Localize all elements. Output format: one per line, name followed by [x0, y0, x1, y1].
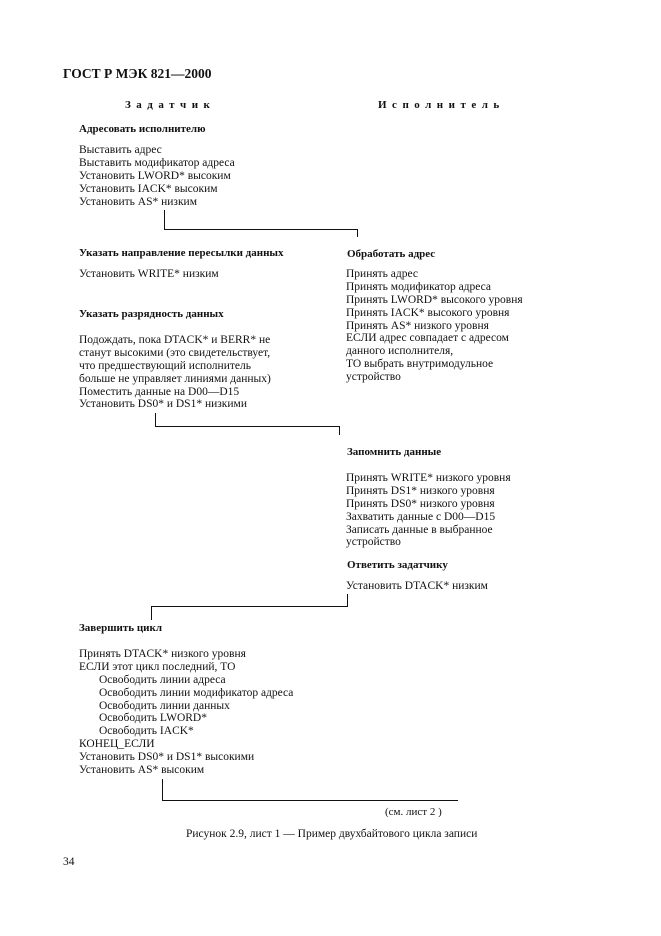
text-line: Освободить линии данных	[99, 699, 230, 712]
figure-caption: Рисунок 2.9, лист 1 — Пример двухбайтового цикла записи	[186, 828, 478, 840]
text-line: что предшествующий исполнитель	[79, 359, 251, 372]
text-line: Принять IACK* высокого уровня	[346, 306, 510, 319]
text-line: Выставить адрес	[79, 144, 162, 156]
text-line: Принять WRITE* низкого уровня	[346, 472, 511, 484]
text-line: Принять DS0* низкого уровня	[346, 497, 495, 510]
text-line: Установить DS0* и DS1* высокими	[79, 751, 255, 764]
step-title-finish: Завершить цикл	[79, 622, 163, 634]
flow-connector	[339, 426, 340, 435]
text-line: Освободить линии модификатор адреса	[99, 686, 294, 699]
text-line: устройство	[346, 536, 401, 549]
step-body-address-slave	[79, 144, 235, 208]
text-line: Подождать, пока DTACK* и BERR* не	[79, 334, 271, 346]
step-title-respond: Ответить задатчику	[347, 559, 448, 571]
flow-connector	[164, 210, 165, 230]
step-body-store	[346, 472, 511, 549]
step-title-address-slave: Адресовать исполнителю	[79, 123, 206, 135]
text-line: больше не управляет линиями данных)	[79, 372, 271, 385]
flow-connector	[162, 800, 458, 801]
flow-connector	[155, 413, 156, 427]
text-line: Записать данные в выбранное	[346, 523, 493, 536]
flow-connector	[164, 229, 358, 230]
text-line: устройство	[346, 371, 401, 384]
continuation-note: (см. лист 2 )	[385, 806, 442, 818]
flow-connector	[151, 606, 152, 620]
text-line: Установить AS* низким	[79, 195, 197, 208]
page-number: 34	[63, 856, 75, 868]
text-line: КОНЕЦ_ЕСЛИ	[79, 738, 155, 751]
step-title-direction: Указать направление пересылки данных	[79, 247, 284, 259]
text-line: Принять DS1* низкого уровня	[346, 484, 495, 497]
text-line: Установить AS* высоким	[79, 764, 205, 777]
text-line: Освободить LWORD*	[99, 712, 207, 725]
step-body-respond: Установить DTACK* низким	[346, 580, 488, 592]
text-line: ЕСЛИ этот цикл последний, ТО	[79, 660, 236, 673]
flow-connector	[155, 426, 340, 427]
text-line: Установить LWORD* высоким	[79, 169, 231, 182]
step-body-finish	[79, 648, 293, 777]
step-body-width	[79, 334, 271, 411]
flow-connector	[151, 606, 348, 607]
step-title-store: Запомнить данные	[347, 446, 442, 458]
flow-connector	[357, 229, 358, 237]
text-line: ТО выбрать внутримодульное	[346, 358, 494, 371]
text-line: станут высокими (это свидетельствует,	[79, 346, 271, 359]
text-line: Освободить линии адреса	[99, 673, 226, 686]
step-body-direction: Установить WRITE* низким	[79, 268, 219, 280]
text-line: Освободить IACK*	[99, 725, 194, 738]
step-body-decode	[346, 268, 523, 384]
text-line: ЕСЛИ адрес совпадает с адресом	[346, 332, 509, 345]
text-line: Принять DTACK* низкого уровня	[79, 648, 246, 660]
text-line: Поместить данные на D00—D15	[79, 385, 240, 398]
flow-connector	[162, 779, 163, 801]
text-line: Выставить модификатор адреса	[79, 156, 235, 169]
text-line: Установить IACK* высоким	[79, 182, 218, 195]
text-line: Захватить данные с D00—D15	[346, 510, 496, 523]
text-line: Установить DS0* и DS1* низкими	[79, 398, 247, 411]
step-title-width: Указать разрядность данных	[79, 308, 224, 320]
text-line: Принять адрес	[346, 268, 418, 280]
step-title-decode: Обработать адрес	[347, 248, 436, 260]
text-line: Принять LWORD* высокого уровня	[346, 293, 523, 306]
column-title-master: Задатчик	[125, 99, 216, 111]
document-header: ГОСТ Р МЭК 821—2000	[63, 66, 212, 81]
column-title-slave: Исполнитель	[378, 99, 505, 111]
text-line: данного исполнителя,	[346, 345, 454, 358]
text-line: Принять модификатор адреса	[346, 280, 492, 293]
text-line: Принять AS* низкого уровня	[346, 319, 489, 332]
